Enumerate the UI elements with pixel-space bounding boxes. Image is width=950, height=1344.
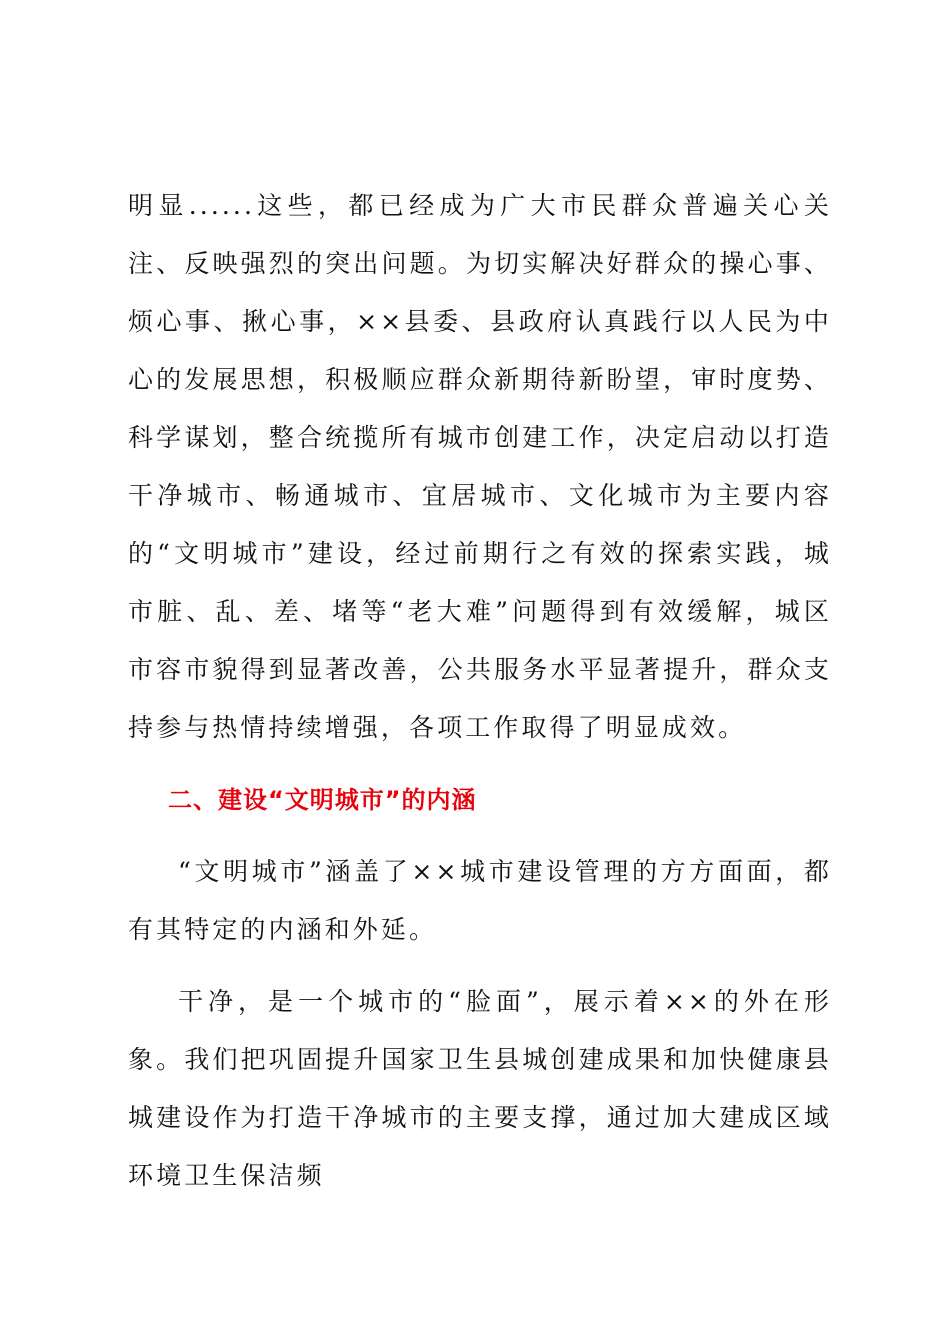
body-paragraph-intro: “文明城市”涵盖了××城市建设管理的方方面面，都有其特定的内涵和外延。 bbox=[128, 857, 832, 944]
section-heading: 二、建设“文明城市”的内涵 bbox=[168, 786, 477, 814]
paragraph-gap bbox=[128, 959, 832, 973]
body-paragraph-clean: 干净，是一个城市的“脸面”，展示着××的外在形象。我们把巩固提升国家卫生县城创建成果和加快健康县城建设作为打造干净城市的主要支撑，通过加大建成区域环境卫生保洁频 bbox=[128, 987, 832, 1190]
body-paragraph-continued: 明显......这些，都已经成为广大市民群众普遍关心关注、反映强烈的突出问题。为切实解决好群众的操心事、烦心事、揪心事，××县委、县政府认真践行以人民为中心的发展思想，积极顺应群众新期待新盼望，审时度势、科学谋划，整合统揽所有城市创建工作，决定启动以打造干净城市、畅通城市、宜居城市、文化城市为主要内容的“文明城市”建设，经过前期行之有效的探索实践，城市脏、乱、差、堵等“老大难”问题得到有效缓解，城区市容市貌得到显著改善，公共服务水平显著提升，群众支持参与热情持续增强，各项工作取得了明显成效。 bbox=[128, 191, 832, 742]
document-body bbox=[128, 177, 832, 1205]
paragraph-gap bbox=[128, 829, 832, 843]
paragraph-gap bbox=[128, 757, 832, 771]
